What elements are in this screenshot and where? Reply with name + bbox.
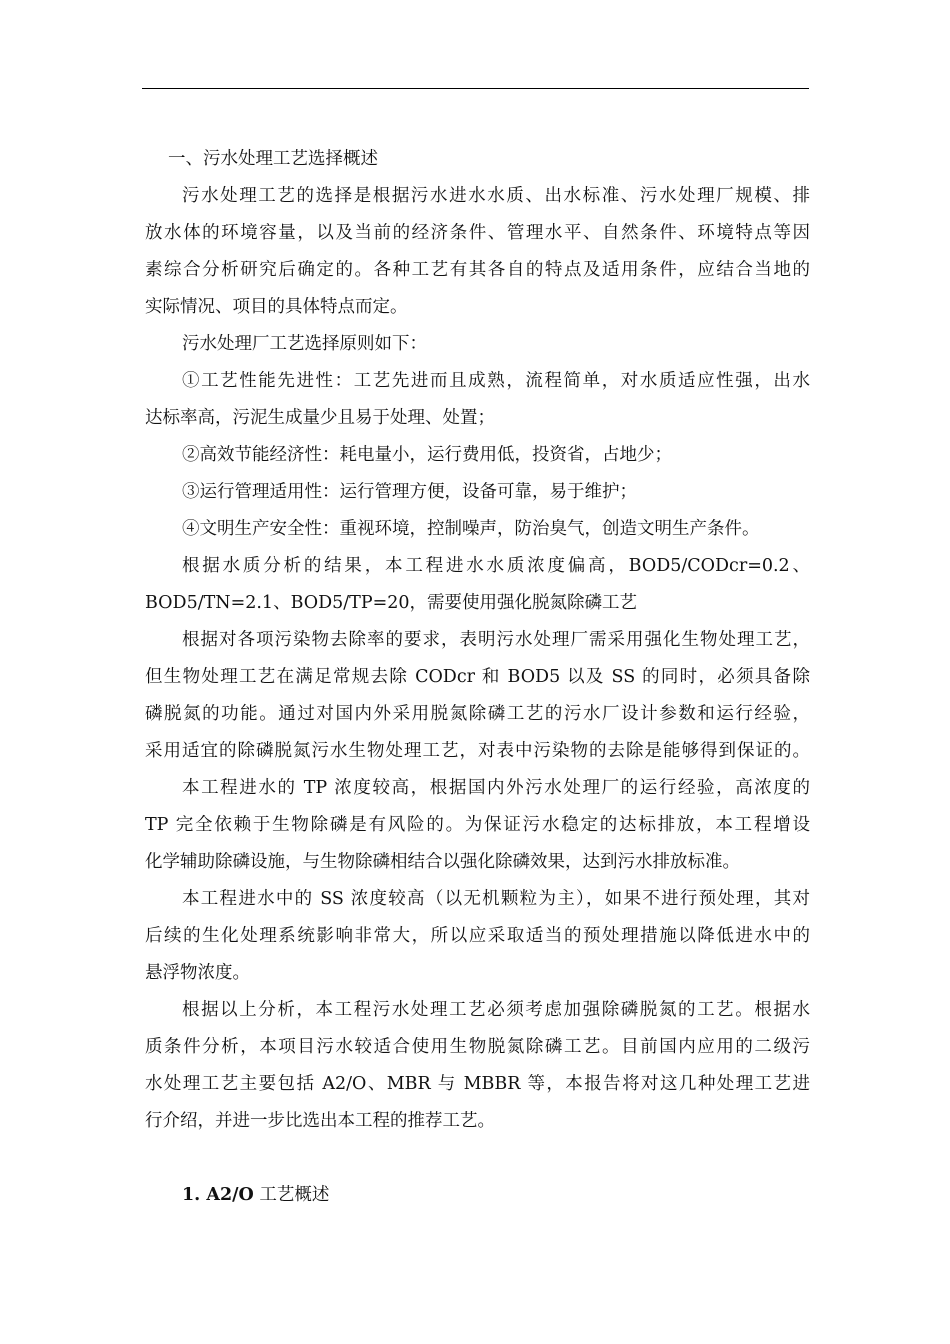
paragraph-line: 化学辅助除磷设施，与生物除磷相结合以强化除磷效果，达到污水排放标准。 — [145, 852, 740, 872]
header-rule — [142, 88, 809, 89]
paragraph-line: 根据以上分析，本工程污水处理工艺必须考虑加强除磷脱氮的工艺。根据水 — [182, 1000, 810, 1020]
paragraph-line: 本工程进水的 TP 浓度较高，根据国内外污水处理厂的运行经验，高浓度的 — [182, 778, 810, 798]
paragraph-line: 实际情况、项目的具体特点而定。 — [145, 297, 408, 317]
paragraph-line: 根据对各项污染物去除率的要求，表明污水处理厂需采用强化生物处理工艺， — [182, 630, 810, 650]
paragraph-8 — [145, 622, 810, 770]
section-number: 1. A2/O — [182, 1185, 254, 1205]
section-gap — [145, 1140, 810, 1177]
paragraph-5: ③运行管理适用性：运行管理方便，设备可靠，易于维护； — [182, 482, 637, 502]
paragraph-line: BOD5/TN=2.1、BOD5/TP=20，需要使用强化脱氮除磷工艺 — [145, 593, 638, 613]
paragraph-line: 行介绍，并进一步比选出本工程的推荐工艺。 — [145, 1111, 495, 1131]
paragraph-line: 根据水质分析的结果，本工程进水水质浓度偏高，BOD5/CODcr=0.2、 — [182, 556, 810, 576]
paragraph-line: 采用适宜的除磷脱氮污水生物处理工艺，对表中污染物的去除是能够得到保证的。 — [145, 741, 810, 761]
paragraph-6: ④文明生产安全性：重视环境，控制噪声，防治臭气，创造文明生产条件。 — [182, 519, 760, 539]
paragraph-line: 污水处理工艺的选择是根据污水进水水质、出水标准、污水处理厂规模、排 — [182, 186, 810, 206]
section-heading-a2o — [145, 1177, 810, 1214]
paragraph-line: 素综合分析研究后确定的。各种工艺有其各自的特点及适用条件，应结合当地的 — [145, 260, 810, 280]
paragraph-line: 但生物处理工艺在满足常规去除 CODcr 和 BOD5 以及 SS 的同时，必须具备除 — [145, 667, 810, 687]
paragraph-line: 本工程进水中的 SS 浓度较高（以无机颗粒为主），如果不进行预处理，其对 — [182, 889, 810, 909]
paragraph-9 — [145, 770, 810, 881]
paragraph-line: ①工艺性能先进性：工艺先进而且成熟，流程简单，对水质适应性强，出水 — [182, 371, 810, 391]
paragraph-line: 水处理工艺主要包括 A2/O、MBR 与 MBBR 等，本报告将对这几种处理工艺进 — [145, 1074, 810, 1094]
paragraph-line: 达标率高，污泥生成量少且易于处理、处置； — [145, 408, 495, 428]
paragraph-line: 悬浮物浓度。 — [145, 963, 250, 983]
document-body — [145, 141, 810, 1214]
paragraph-line: TP 完全依赖于生物除磷是有风险的。为保证污水稳定的达标排放，本工程增设 — [145, 815, 810, 835]
paragraph-7 — [145, 548, 810, 622]
paragraph-4: ②高效节能经济性：耗电量小，运行费用低，投资省，占地少； — [182, 445, 672, 465]
paragraph-11 — [145, 992, 810, 1140]
paragraph-line: 后续的生化处理系统影响非常大，所以应采取适当的预处理措施以降低进水中的 — [145, 926, 810, 946]
section-heading-1: 一、污水处理工艺选择概述 — [168, 149, 378, 169]
paragraph-1 — [145, 178, 810, 326]
paragraph-2: 污水处理厂工艺选择原则如下： — [182, 334, 427, 354]
paragraph-line: 放水体的环境容量，以及当前的经济条件、管理水平、自然条件、环境特点等因 — [145, 223, 810, 243]
section-title: 工艺概述 — [253, 1185, 330, 1205]
paragraph-3 — [145, 363, 810, 437]
paragraph-line: 质条件分析，本项目污水较适合使用生物脱氮除磷工艺。目前国内应用的二级污 — [145, 1037, 810, 1057]
paragraph-line: 磷脱氮的功能。通过对国内外采用脱氮除磷工艺的污水厂设计参数和运行经验， — [145, 704, 810, 724]
paragraph-10 — [145, 881, 810, 992]
